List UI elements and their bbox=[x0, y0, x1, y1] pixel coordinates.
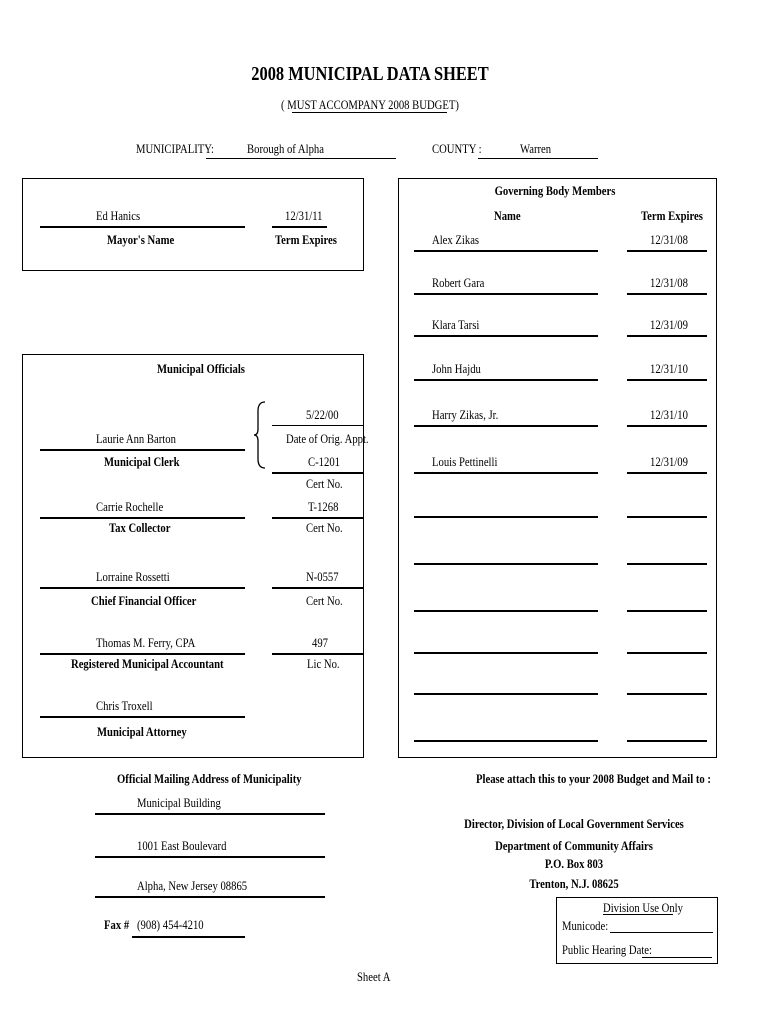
tax-collector-name: Carrie Rochelle bbox=[96, 499, 164, 514]
municipality-value: Borough of Alpha bbox=[247, 141, 324, 156]
gb-row-line bbox=[627, 250, 707, 252]
mayor-term-label: Term Expires bbox=[275, 232, 337, 247]
clerk-name-line bbox=[40, 449, 245, 451]
gb-row-line bbox=[414, 425, 598, 427]
gb-blank-line bbox=[627, 652, 707, 654]
gb-member-name: Robert Gara bbox=[432, 275, 485, 290]
gb-blank-line bbox=[414, 516, 598, 518]
fax-label: Fax # bbox=[104, 917, 130, 932]
gb-member-name: Alex Zikas bbox=[432, 232, 480, 247]
accountant-role: Registered Municipal Accountant bbox=[71, 656, 224, 671]
tax-collector-cert-line bbox=[272, 517, 364, 519]
attorney-role: Municipal Attorney bbox=[97, 724, 187, 739]
mayor-name-line bbox=[40, 226, 245, 228]
tax-collector-role: Tax Collector bbox=[109, 520, 171, 535]
gb-blank-line bbox=[414, 652, 598, 654]
gb-blank-line bbox=[414, 693, 598, 695]
clerk-cert-label: Cert No. bbox=[306, 476, 343, 491]
gb-member-term: 12/31/10 bbox=[650, 361, 688, 376]
cfo-cert-line bbox=[272, 587, 364, 589]
clerk-appt-label: Date of Orig. Appt. bbox=[286, 431, 369, 446]
gb-blank-line bbox=[627, 693, 707, 695]
fax-rule bbox=[132, 936, 245, 938]
mailing-line3-rule bbox=[95, 896, 325, 898]
send-to-line1: Director, Division of Local Government Services bbox=[464, 816, 684, 831]
gb-member-name: John Hajdu bbox=[432, 361, 481, 376]
county-line bbox=[478, 158, 598, 159]
gb-blank-line bbox=[627, 740, 707, 742]
hearing-date-field[interactable] bbox=[642, 957, 712, 958]
cfo-cert: N-0557 bbox=[306, 569, 339, 584]
accountant-lic: 497 bbox=[312, 635, 328, 650]
gb-member-name: Louis Pettinelli bbox=[432, 454, 498, 469]
attorney-line bbox=[40, 716, 245, 718]
municode-label: Municode: bbox=[562, 918, 609, 933]
gb-term-header: Term Expires bbox=[641, 208, 703, 223]
gb-row-line bbox=[627, 293, 707, 295]
mayor-term-line bbox=[272, 226, 327, 228]
municipality-label: MUNICIPALITY: bbox=[136, 141, 214, 156]
gb-blank-line bbox=[414, 563, 598, 565]
cfo-role: Chief Financial Officer bbox=[91, 593, 197, 608]
gb-row-line bbox=[414, 379, 598, 381]
mailing-line1-rule bbox=[95, 813, 325, 815]
gb-row-line bbox=[414, 335, 598, 337]
gb-blank-line bbox=[627, 516, 707, 518]
gb-name-header: Name bbox=[494, 208, 521, 223]
gb-row-line bbox=[627, 335, 707, 337]
send-to-line2: Department of Community Affairs bbox=[495, 838, 653, 853]
gb-blank-line bbox=[414, 610, 598, 612]
mailing-line3: Alpha, New Jersey 08865 bbox=[137, 878, 248, 893]
gb-row-line bbox=[627, 379, 707, 381]
clerk-role: Municipal Clerk bbox=[104, 454, 180, 469]
send-to-heading: Please attach this to your 2008 Budget and Mail to : bbox=[476, 771, 711, 786]
gb-member-term: 12/31/09 bbox=[650, 454, 688, 469]
gb-member-name: Klara Tarsi bbox=[432, 317, 480, 332]
municipality-line bbox=[206, 158, 396, 159]
gb-member-term: 12/31/09 bbox=[650, 317, 688, 332]
mailing-heading: Official Mailing Address of Municipality bbox=[117, 771, 302, 786]
clerk-cert: C-1201 bbox=[308, 454, 340, 469]
clerk-appt-date: 5/22/00 bbox=[306, 407, 339, 422]
mayor-box bbox=[22, 178, 364, 271]
gb-blank-line bbox=[627, 563, 707, 565]
gb-row-line bbox=[627, 425, 707, 427]
mailing-line1: Municipal Building bbox=[137, 795, 221, 810]
mayor-role: Mayor's Name bbox=[107, 232, 175, 247]
division-use-heading: Division Use Only bbox=[603, 900, 683, 915]
page-title: 2008 MUNICIPAL DATA SHEET bbox=[251, 63, 489, 85]
gb-row-line bbox=[414, 293, 598, 295]
send-to-line4: Trenton, N.J. 08625 bbox=[529, 876, 619, 891]
gb-row-line bbox=[414, 250, 598, 252]
gb-blank-line bbox=[627, 610, 707, 612]
gb-member-term: 12/31/08 bbox=[650, 232, 688, 247]
tax-collector-cert: T-1268 bbox=[308, 499, 339, 514]
subtitle-underline bbox=[292, 112, 447, 113]
division-use-underline bbox=[603, 914, 673, 915]
clerk-appt-line bbox=[272, 425, 364, 426]
brace-icon bbox=[253, 401, 267, 469]
tax-collector-line bbox=[40, 517, 245, 519]
accountant-lic-line bbox=[272, 653, 364, 655]
governing-body-heading: Governing Body Members bbox=[494, 183, 616, 198]
tax-collector-cert-label: Cert No. bbox=[306, 520, 343, 535]
gb-member-name: Harry Zikas, Jr. bbox=[432, 407, 499, 422]
gb-member-term: 12/31/10 bbox=[650, 407, 688, 422]
accountant-name: Thomas M. Ferry, CPA bbox=[96, 635, 196, 650]
officials-heading: Municipal Officials bbox=[157, 361, 245, 376]
cfo-cert-label: Cert No. bbox=[306, 593, 343, 608]
page-subtitle: ( MUST ACCOMPANY 2008 BUDGET) bbox=[281, 97, 459, 112]
fax-value: (908) 454-4210 bbox=[137, 917, 204, 932]
clerk-name: Laurie Ann Barton bbox=[96, 431, 176, 446]
clerk-cert-line bbox=[272, 472, 364, 474]
gb-blank-line bbox=[414, 740, 598, 742]
mayor-name: Ed Hanics bbox=[96, 208, 141, 223]
hearing-date-label: Public Hearing Date: bbox=[562, 942, 652, 957]
cfo-line bbox=[40, 587, 245, 589]
gb-member-term: 12/31/08 bbox=[650, 275, 688, 290]
accountant-line bbox=[40, 653, 245, 655]
mayor-term: 12/31/11 bbox=[285, 208, 323, 223]
cfo-name: Lorraine Rossetti bbox=[96, 569, 170, 584]
accountant-lic-label: Lic No. bbox=[307, 656, 340, 671]
county-value: Warren bbox=[520, 141, 552, 156]
county-label: COUNTY : bbox=[432, 141, 482, 156]
sheet-label: Sheet A bbox=[357, 969, 391, 984]
mailing-line2: 1001 East Boulevard bbox=[137, 838, 227, 853]
send-to-line3: P.O. Box 803 bbox=[544, 856, 604, 871]
municode-field[interactable] bbox=[610, 932, 713, 933]
attorney-name: Chris Troxell bbox=[96, 698, 153, 713]
gb-row-line bbox=[627, 472, 707, 474]
mailing-line2-rule bbox=[95, 856, 325, 858]
gb-row-line bbox=[414, 472, 598, 474]
